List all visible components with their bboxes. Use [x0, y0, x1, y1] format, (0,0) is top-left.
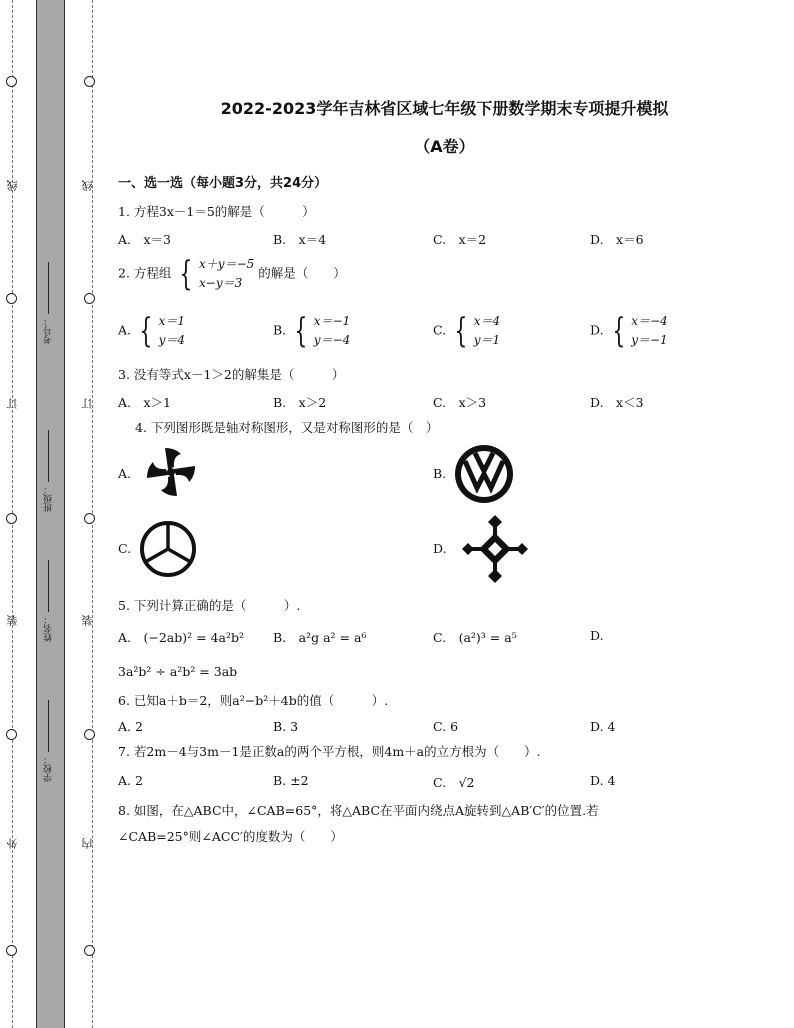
vw-logo-figure: [454, 444, 514, 504]
punch-hole: [84, 76, 95, 87]
margin-label: 装: [81, 615, 94, 626]
field-class: 班级：: [42, 430, 55, 512]
margin-label: 订: [81, 398, 94, 409]
q1-option-b: B. x＝4: [273, 232, 327, 247]
q4-option-a: A.: [118, 466, 132, 481]
q5-option-b: B. a²g a² = a⁶: [273, 630, 367, 645]
q8-stem-line1: 8. 如图，在△ABC中，∠CAB=65°，将△ABC在平面内绕点A旋转到△AB′C′的位置.若: [118, 803, 599, 818]
field-name: 姓名：: [42, 560, 55, 642]
q2-stem: 2. 方程组 { x＋y＝−5 x−y＝3 的解是（ ）: [118, 254, 346, 294]
q3-stem: 3. 没有等式x－1＞2的解集是（ ）: [118, 367, 345, 382]
q7-option-a: A. 2: [118, 773, 143, 788]
q7-option-c: C. √2: [433, 775, 475, 790]
q5-option-c: C. (a²)³ = a⁵: [433, 630, 517, 645]
punch-hole: [84, 729, 95, 740]
punch-hole: [6, 729, 17, 740]
q7-option-b: B. ±2: [273, 773, 309, 788]
margin-label: 线: [81, 180, 94, 191]
q4-stem: 4. 下列图形既是轴对称图形，又是对称图形的是（ ）: [135, 420, 439, 435]
punch-hole: [84, 293, 95, 304]
margin-label: 线: [6, 180, 19, 191]
q8-stem-line2: ∠CAB=25°则∠ACC′的度数为（ ）: [118, 829, 343, 844]
margin-label: 外: [6, 838, 19, 849]
q4-option-b: B.: [433, 466, 447, 481]
field-school: 学校：: [42, 700, 55, 782]
q1-stem: 1. 方程3x－1＝5的解是（ ）: [118, 204, 315, 219]
mercedes-logo-figure: [138, 520, 198, 578]
q1-option-c: C. x＝2: [433, 232, 487, 247]
q7-option-d: D. 4: [590, 773, 616, 788]
page-title: 2022-2023学年吉林省区域七年级下册数学期末专项提升模拟: [220, 99, 669, 118]
q4-option-c: C.: [118, 541, 132, 556]
q5-option-d-content: 3a²b² ÷ a²b² = 3ab: [118, 664, 238, 679]
punch-hole: [6, 945, 17, 956]
punch-hole: [84, 945, 95, 956]
q2-option-d: D. { x＝−4 y＝−1: [590, 311, 668, 351]
pinwheel-figure: [140, 445, 202, 499]
punch-hole: [6, 513, 17, 524]
punch-hole: [6, 76, 17, 87]
margin-label: 装: [6, 615, 19, 626]
punch-hole: [6, 293, 17, 304]
q2-option-b: B. { x＝−1 y＝−4: [273, 311, 351, 351]
q1-option-d: D. x＝6: [590, 232, 644, 247]
q3-option-b: B. x＞2: [273, 395, 327, 410]
q6-option-a: A. 2: [118, 719, 143, 734]
q6-option-b: B. 3: [273, 719, 299, 734]
q5-stem: 5. 下列计算正确的是（ ）.: [118, 598, 301, 613]
q6-option-c: C. 6: [433, 719, 459, 734]
q4-option-d: D.: [433, 541, 447, 556]
q2-option-c: C. { x＝4 y＝1: [433, 311, 501, 351]
q2-option-a: A. { x＝1 y＝4: [118, 311, 186, 351]
page-subtitle: （A卷）: [414, 137, 475, 156]
q3-option-a: A. x＞1: [118, 395, 172, 410]
margin-label: 订: [6, 398, 19, 409]
q3-option-d: D. x＜3: [590, 395, 644, 410]
margin-label: 内: [81, 838, 94, 849]
q6-option-d: D. 4: [590, 719, 616, 734]
section-heading: 一、选一选（每小题3分，共24分）: [118, 176, 328, 191]
q5-option-d: D.: [590, 628, 604, 643]
field-exam-number: 考号：: [42, 262, 55, 344]
q5-option-a: A. (−2ab)² = 4a²b²: [118, 630, 244, 645]
diamond-cross-figure: [454, 513, 536, 585]
q7-stem: 7. 若2m－4与3m－1是正数a的两个平方根，则4m＋a的立方根为（ ）.: [118, 744, 541, 759]
q6-stem: 6. 已知a＋b＝2，则a²−b²＋4b的值（ ）.: [118, 693, 389, 708]
q1-option-a: A. x＝3: [118, 232, 172, 247]
punch-hole: [84, 513, 95, 524]
q3-option-c: C. x＞3: [433, 395, 487, 410]
